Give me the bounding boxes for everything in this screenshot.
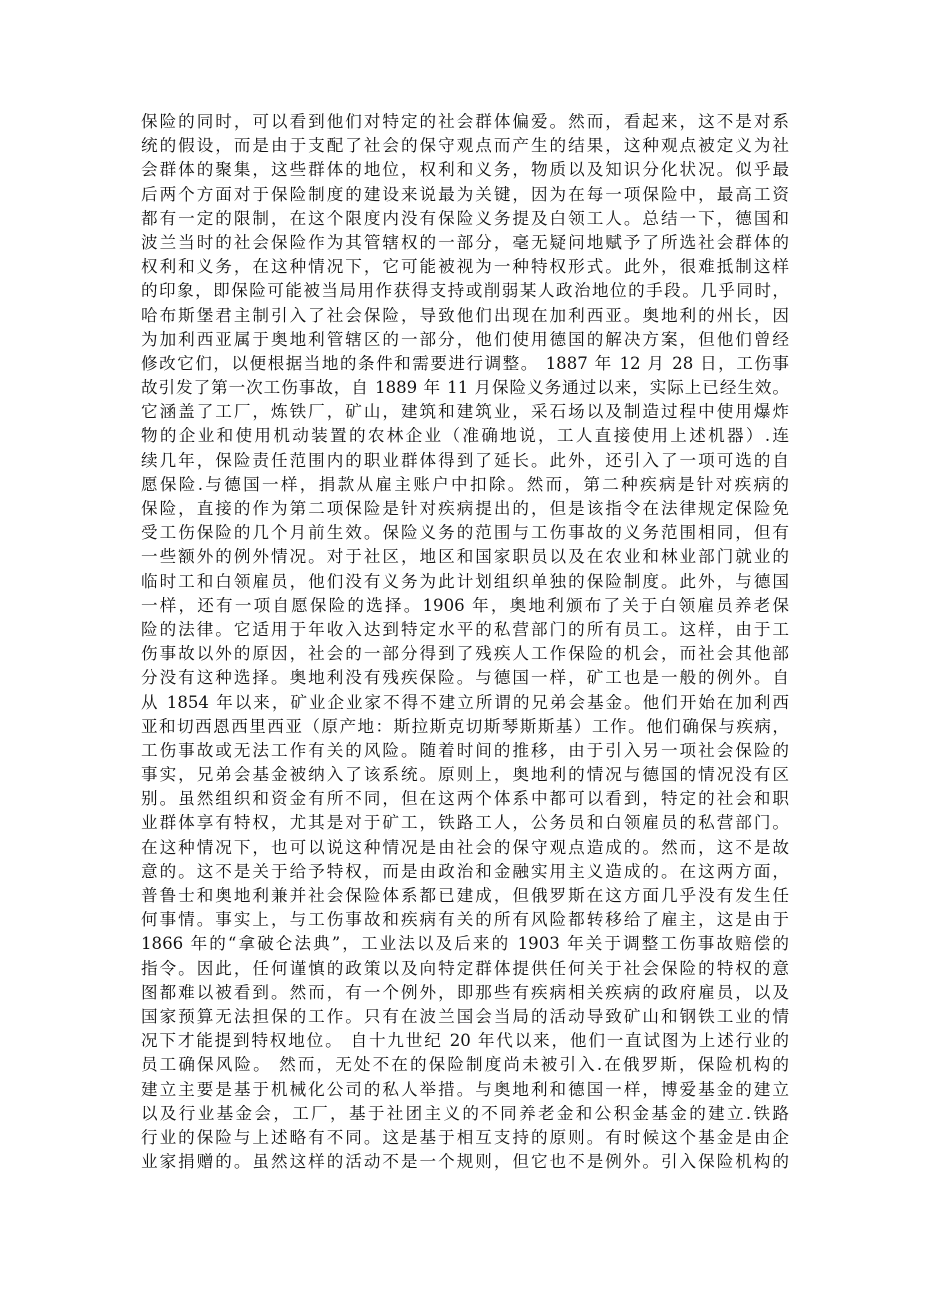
text-line: 续几年，保险责任范围内的职业群体得到了延长。此外，还引入了一项可选的自 — [141, 450, 789, 470]
text-line: 业家捐赠的。虽然这样的活动不是一个规则，但它也不是例外。引入保险机构的 — [141, 1152, 789, 1172]
text-line: 工伤事故或无法工作有关的风险。随着时间的推移，由于引入另一项社会保险的 — [141, 740, 789, 760]
text-line: 1866 年的“拿破仑法典”，工业法以及后来的 1903 年关于调整工伤事故赔偿的 — [141, 934, 789, 954]
text-line: 图都难以被看到。然而，有一个例外，即那些有疾病相关疾病的政府雇员，以及 — [141, 982, 789, 1002]
text-line: 事实，兄弟会基金被纳入了该系统。原则上，奥地利的情况与德国的情况没有区 — [141, 765, 789, 785]
text-line: 物的企业和使用机动装置的农林企业（准确地说，工人直接使用上述机器）.连 — [141, 426, 789, 446]
text-line: 统的假设，而是由于支配了社会的保守观点而产生的结果，这种观点被定义为社 — [141, 136, 789, 156]
text-line: 从 1854 年以来，矿业企业家不得不建立所谓的兄弟会基金。他们开始在加利西 — [141, 692, 789, 712]
text-line: 以及行业基金会，工厂，基于社团主义的不同养老金和公积金基金的建立.铁路 — [141, 1103, 789, 1123]
text-line: 权利和义务，在这种情况下，它可能被视为一种特权形式。此外，很难抵制这样 — [141, 257, 789, 277]
text-line: 指令。因此，任何谨慎的政策以及向特定群体提供任何关于社会保险的特权的意 — [141, 958, 789, 978]
text-line: 何事情。事实上，与工伤事故和疾病有关的所有风险都转移给了雇主，这是由于 — [141, 910, 789, 930]
text-line: 员工确保风险。 然而，无处不在的保险制度尚未被引入.在俄罗斯，保险机构的 — [141, 1055, 789, 1075]
text-line: 行业的保险与上述略有不同。这是基于相互支持的原则。有时候这个基金是由企 — [141, 1127, 789, 1147]
text-line: 亚和切西恩西里西亚（原产地：斯拉斯克切斯琴斯斯基）工作。他们确保与疾病， — [141, 716, 789, 736]
text-line: 一些额外的例外情况。对于社区，地区和国家职员以及在农业和林业部门就业的 — [141, 547, 789, 567]
text-line: 况下才能提到特权地位。 自十九世纪 20 年代以来，他们一直试图为上述行业的 — [141, 1031, 789, 1051]
text-line: 它涵盖了工厂，炼铁厂，矿山，建筑和建筑业，采石场以及制造过程中使用爆炸 — [141, 402, 789, 422]
text-line: 受工伤保险的几个月前生效。保险义务的范围与工伤事故的义务范围相同，但有 — [141, 523, 789, 543]
text-line: 都有一定的限制，在这个限度内没有保险义务提及白领工人。总结一下，德国和 — [141, 208, 789, 228]
text-line: 一样，还有一项自愿保险的选择。1906 年，奥地利颁布了关于白领雇员养老保 — [141, 595, 789, 615]
text-line: 会群体的聚集，这些群体的地位，权利和义务，物质以及知识分化状况。似乎最 — [141, 160, 789, 180]
text-line: 保险，直接的作为第二项保险是针对疾病提出的，但是该指令在法律规定保险免 — [141, 499, 789, 518]
text-line: 临时工和白领雇员，他们没有义务为此计划组织单独的保险制度。此外，与德国 — [141, 571, 789, 591]
text-line: 为加利西亚属于奥地利管辖区的一部分，他们使用德国的解决方案，但他们曾经 — [141, 329, 789, 349]
text-line: 别。虽然组织和资金有所不同，但在这两个体系中都可以看到，特定的社会和职 — [141, 789, 789, 809]
text-line: 哈布斯堡君主制引入了社会保险，导致他们出现在加利西亚。奥地利的州长，因 — [141, 305, 789, 325]
text-line: 波兰当时的社会保险作为其管辖权的一部分，毫无疑问地赋予了所选社会群体的 — [141, 232, 789, 252]
text-line: 的印象，即保险可能被当局用作获得支持或削弱某人政治地位的手段。几乎同时， — [141, 281, 789, 301]
text-line: 在这种情况下，也可以说这种情况是由社会的保守观点造成的。然而，这不是故 — [141, 837, 789, 857]
text-line: 修改它们，以便根据当地的条件和需要进行调整。 1887 年 12 月 28 日，工伤事 — [141, 353, 789, 373]
text-line: 伤事故以外的原因，社会的一部分得到了残疾人工作保险的机会，而社会其他部 — [141, 644, 789, 664]
text-line: 国家预算无法担保的工作。只有在波兰国会当局的活动导致矿山和钢铁工业的情 — [141, 1006, 789, 1026]
body-text — [141, 110, 789, 1174]
text-line: 建立主要是基于机械化公司的私人举措。与奥地利和德国一样，博爱基金的建立 — [141, 1079, 789, 1099]
text-line: 业群体享有特权，尤其是对于矿工，铁路工人，公务员和白领雇员的私营部门。 — [141, 813, 789, 833]
text-line: 分没有这种选择。奥地利没有残疾保险。与德国一样，矿工也是一般的例外。自 — [141, 668, 789, 688]
text-line: 险的法律。它适用于年收入达到特定水平的私营部门的所有员工。这样，由于工 — [141, 619, 789, 639]
text-line: 意的。这不是关于给予特权，而是由政治和金融实用主义造成的。在这两方面， — [141, 861, 789, 881]
text-line: 普鲁士和奥地利兼并社会保险体系都已建成，但俄罗斯在这方面几乎没有发生任 — [141, 886, 789, 905]
text-line: 愿保险.与德国一样，捐款从雇主账户中扣除。然而，第二种疾病是针对疾病的 — [141, 474, 789, 494]
text-line: 故引发了第一次工伤事故，自 1889 年 11 月保险义务通过以来，实际上已经生效。 — [141, 378, 789, 398]
text-line: 保险的同时，可以看到他们对特定的社会群体偏爱。然而，看起来，这不是对系 — [141, 112, 789, 131]
text-line: 后两个方面对于保险制度的建设来说最为关键，因为在每一项保险中，最高工资 — [141, 184, 789, 204]
